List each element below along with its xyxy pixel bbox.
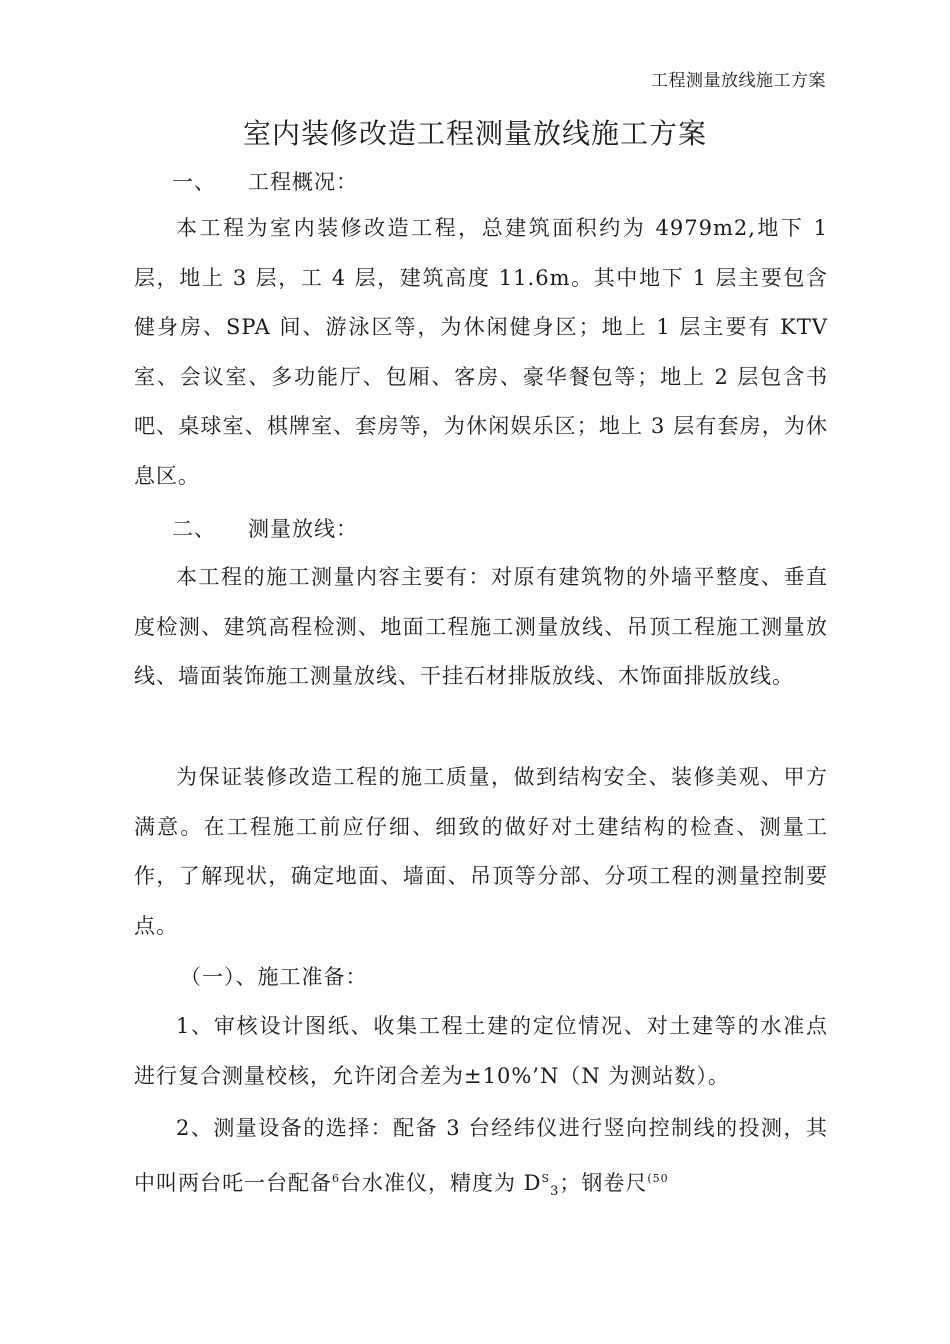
- running-header: 工程测量放线施工方案: [651, 71, 826, 91]
- document-title: 室内装修改造工程测量放线施工方案: [242, 117, 707, 150]
- section-title: 工程概况：: [248, 170, 358, 194]
- item2-text-end: ；钢卷尺: [559, 1170, 648, 1195]
- paragraph-overview: 本工程为室内装修改造工程，总建筑面积约为 4979m2,地下 1 层，地上 3 层，工 4 层，建筑高度 11.6m。其中地下 1 层主要包含健身房、SPA 间、游泳区等，为休闲健身区；地上 1 层主要有 KTV 室、会议室、多功能厅、包厢、客房、豪华餐包等；地上 2 层包含书吧、桌球室、棋牌室、套房等，为休闲娱乐区；地上 3 层有套房，为休息区。: [134, 216, 828, 488]
- paragraph-item-2: [134, 1104, 828, 1216]
- item2-superscript-s: S: [541, 1171, 551, 1185]
- section-number: 二、: [172, 517, 216, 541]
- paragraph-survey-content: 本工程的施工测量内容主要有：对原有建筑物的外墙平整度、垂直度检测、建筑高程检测、地面工程施工测量放线、吊顶工程施工测量放线、墙面装饰施工测量放线、干挂石材排版放线、木饰面排版放线。: [134, 565, 828, 688]
- section-heading-survey: [172, 513, 358, 543]
- item2-subscript-3: 3: [550, 1183, 560, 1199]
- item2-superscript-50: (50: [647, 1171, 669, 1185]
- item2-superscript-count: 6: [332, 1171, 340, 1185]
- section-heading-overview: [172, 166, 358, 196]
- item2-text-mid: 台水准仪，精度为 D: [340, 1170, 542, 1195]
- subsection-heading-preparation: （一）、施工准备：: [180, 965, 368, 989]
- paragraph-item-1: 1、审核设计图纸、收集工程土建的定位情况、对土建等的水准点进行复合测量校核，允许闭合差为±10%’N（N 为测站数）。: [134, 1014, 828, 1088]
- section-number: 一、: [172, 170, 216, 194]
- section-title: 测量放线：: [248, 517, 358, 541]
- item2-text-main: 2、测量设备的选择：配备 3 台经纬仪进行竖向控制线的投测，其中叫两台吒一台配备: [134, 1116, 828, 1195]
- paragraph-quality: 为保证装修改造工程的施工质量，做到结构安全、装修美观、甲方满意。在工程施工前应仔细、细致的做好对土建结构的检查、测量工作，了解现状，确定地面、墙面、吊顶等分部、分项工程的测量控制要点。: [134, 765, 828, 938]
